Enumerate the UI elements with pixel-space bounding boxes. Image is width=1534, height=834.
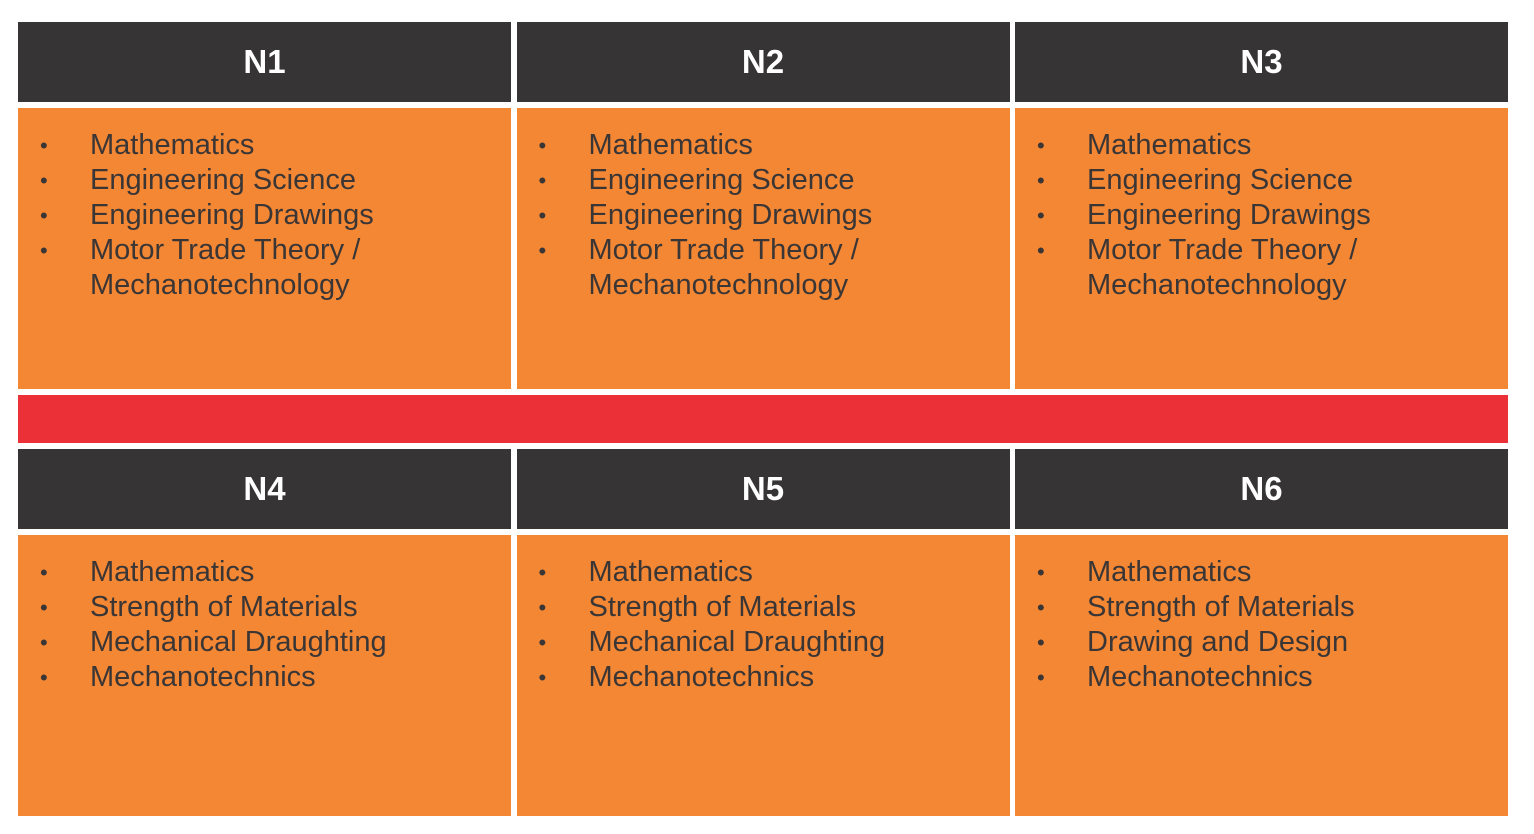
bullet-icon: • <box>1037 168 1045 193</box>
subject-label: Engineering Drawings <box>90 199 374 231</box>
bullet-icon: • <box>538 665 547 690</box>
bullet-icon: • <box>538 595 547 620</box>
subject-list <box>1015 555 1508 695</box>
subject-label: Mathematics <box>90 556 255 588</box>
bullet-icon: • <box>40 595 48 620</box>
subject-item <box>1015 128 1508 163</box>
subject-label: Mechanotechnics <box>588 661 815 693</box>
subject-item <box>18 128 511 163</box>
level-column-n6 <box>1015 449 1508 816</box>
subject-label: Mathematics <box>1087 129 1252 161</box>
level-header: N5 <box>517 449 1010 529</box>
subject-label: Motor Trade Theory / Mechanotechnology <box>90 234 361 301</box>
bullet-icon: • <box>1037 630 1045 655</box>
bullet-icon: • <box>1037 560 1045 585</box>
subject-list <box>18 555 511 695</box>
subject-label: Strength of Materials <box>1087 591 1355 623</box>
subject-label: Mathematics <box>90 129 255 161</box>
subject-cell <box>1015 535 1508 816</box>
subject-item <box>517 128 1010 163</box>
subject-label: Engineering Drawings <box>588 199 873 231</box>
subject-item <box>517 660 1010 695</box>
subject-item <box>517 163 1010 198</box>
subject-cell <box>1015 108 1508 389</box>
subject-label: Engineering Science <box>90 164 357 196</box>
subject-label: Mathematics <box>1087 556 1252 588</box>
subject-list <box>517 128 1010 303</box>
level-column-n5 <box>517 449 1010 816</box>
subject-label: Strength of Materials <box>588 591 857 623</box>
level-header: N3 <box>1015 22 1508 102</box>
subject-label: Motor Trade Theory / Mechanotechnology <box>588 234 859 301</box>
bullet-icon: • <box>40 238 48 263</box>
subject-list <box>517 555 1010 695</box>
subject-item <box>1015 625 1508 660</box>
subject-label: Mechanical Draughting <box>588 626 886 658</box>
subject-list <box>18 128 511 303</box>
subject-item <box>1015 660 1508 695</box>
bullet-icon: • <box>40 630 48 655</box>
subject-item <box>517 233 1010 303</box>
bullet-icon: • <box>538 630 547 655</box>
subject-cell <box>517 535 1010 816</box>
bullet-icon: • <box>1037 665 1045 690</box>
bullet-icon: • <box>538 238 547 263</box>
subject-item <box>18 198 511 233</box>
subject-label: Engineering Science <box>588 164 855 196</box>
bullet-icon: • <box>1037 133 1045 158</box>
subject-item <box>517 625 1010 660</box>
subject-label: Mechanotechnics <box>1087 661 1313 693</box>
bullet-icon: • <box>538 133 547 158</box>
bullet-icon: • <box>40 560 48 585</box>
subject-item <box>1015 163 1508 198</box>
subject-cell <box>517 108 1010 389</box>
level-header: N4 <box>18 449 511 529</box>
level-column-n4 <box>18 449 511 816</box>
subject-item <box>18 555 511 590</box>
bullet-icon: • <box>40 133 48 158</box>
subject-item <box>18 660 511 695</box>
subject-cell <box>18 108 511 389</box>
subject-item <box>1015 555 1508 590</box>
level-column-n1 <box>18 22 511 389</box>
subject-item <box>18 163 511 198</box>
subject-item <box>18 233 511 303</box>
level-column-n3 <box>1015 22 1508 389</box>
subject-cell <box>18 535 511 816</box>
subject-item <box>517 590 1010 625</box>
subject-item <box>1015 233 1508 303</box>
bullet-icon: • <box>1037 238 1045 263</box>
bullet-icon: • <box>40 665 48 690</box>
subject-label: Motor Trade Theory / Mechanotechnology <box>1087 234 1358 301</box>
subject-item <box>18 590 511 625</box>
subject-item <box>18 625 511 660</box>
bullet-icon: • <box>1037 595 1045 620</box>
subject-item <box>517 198 1010 233</box>
bullet-icon: • <box>1037 203 1045 228</box>
subject-item <box>1015 198 1508 233</box>
subject-item <box>517 555 1010 590</box>
level-column-n2 <box>517 22 1010 389</box>
bullet-icon: • <box>40 203 48 228</box>
subject-label: Drawing and Design <box>1087 626 1349 658</box>
subject-label: Mathematics <box>588 129 753 161</box>
subject-item <box>1015 590 1508 625</box>
bottom-level-grid <box>18 449 1508 816</box>
bullet-icon: • <box>538 168 547 193</box>
level-header: N1 <box>18 22 511 102</box>
bullet-icon: • <box>40 168 48 193</box>
level-header: N6 <box>1015 449 1508 529</box>
bullet-icon: • <box>538 203 547 228</box>
subject-label: Strength of Materials <box>90 591 358 623</box>
subject-label: Engineering Science <box>1087 164 1354 196</box>
level-header: N2 <box>517 22 1010 102</box>
top-level-grid <box>18 22 1508 389</box>
subject-label: Mathematics <box>588 556 753 588</box>
subject-label: Engineering Drawings <box>1087 199 1371 231</box>
subject-label: Mechanical Draughting <box>90 626 387 658</box>
section-divider <box>18 395 1508 443</box>
subject-list <box>1015 128 1508 303</box>
bullet-icon: • <box>538 560 547 585</box>
subject-label: Mechanotechnics <box>90 661 316 693</box>
